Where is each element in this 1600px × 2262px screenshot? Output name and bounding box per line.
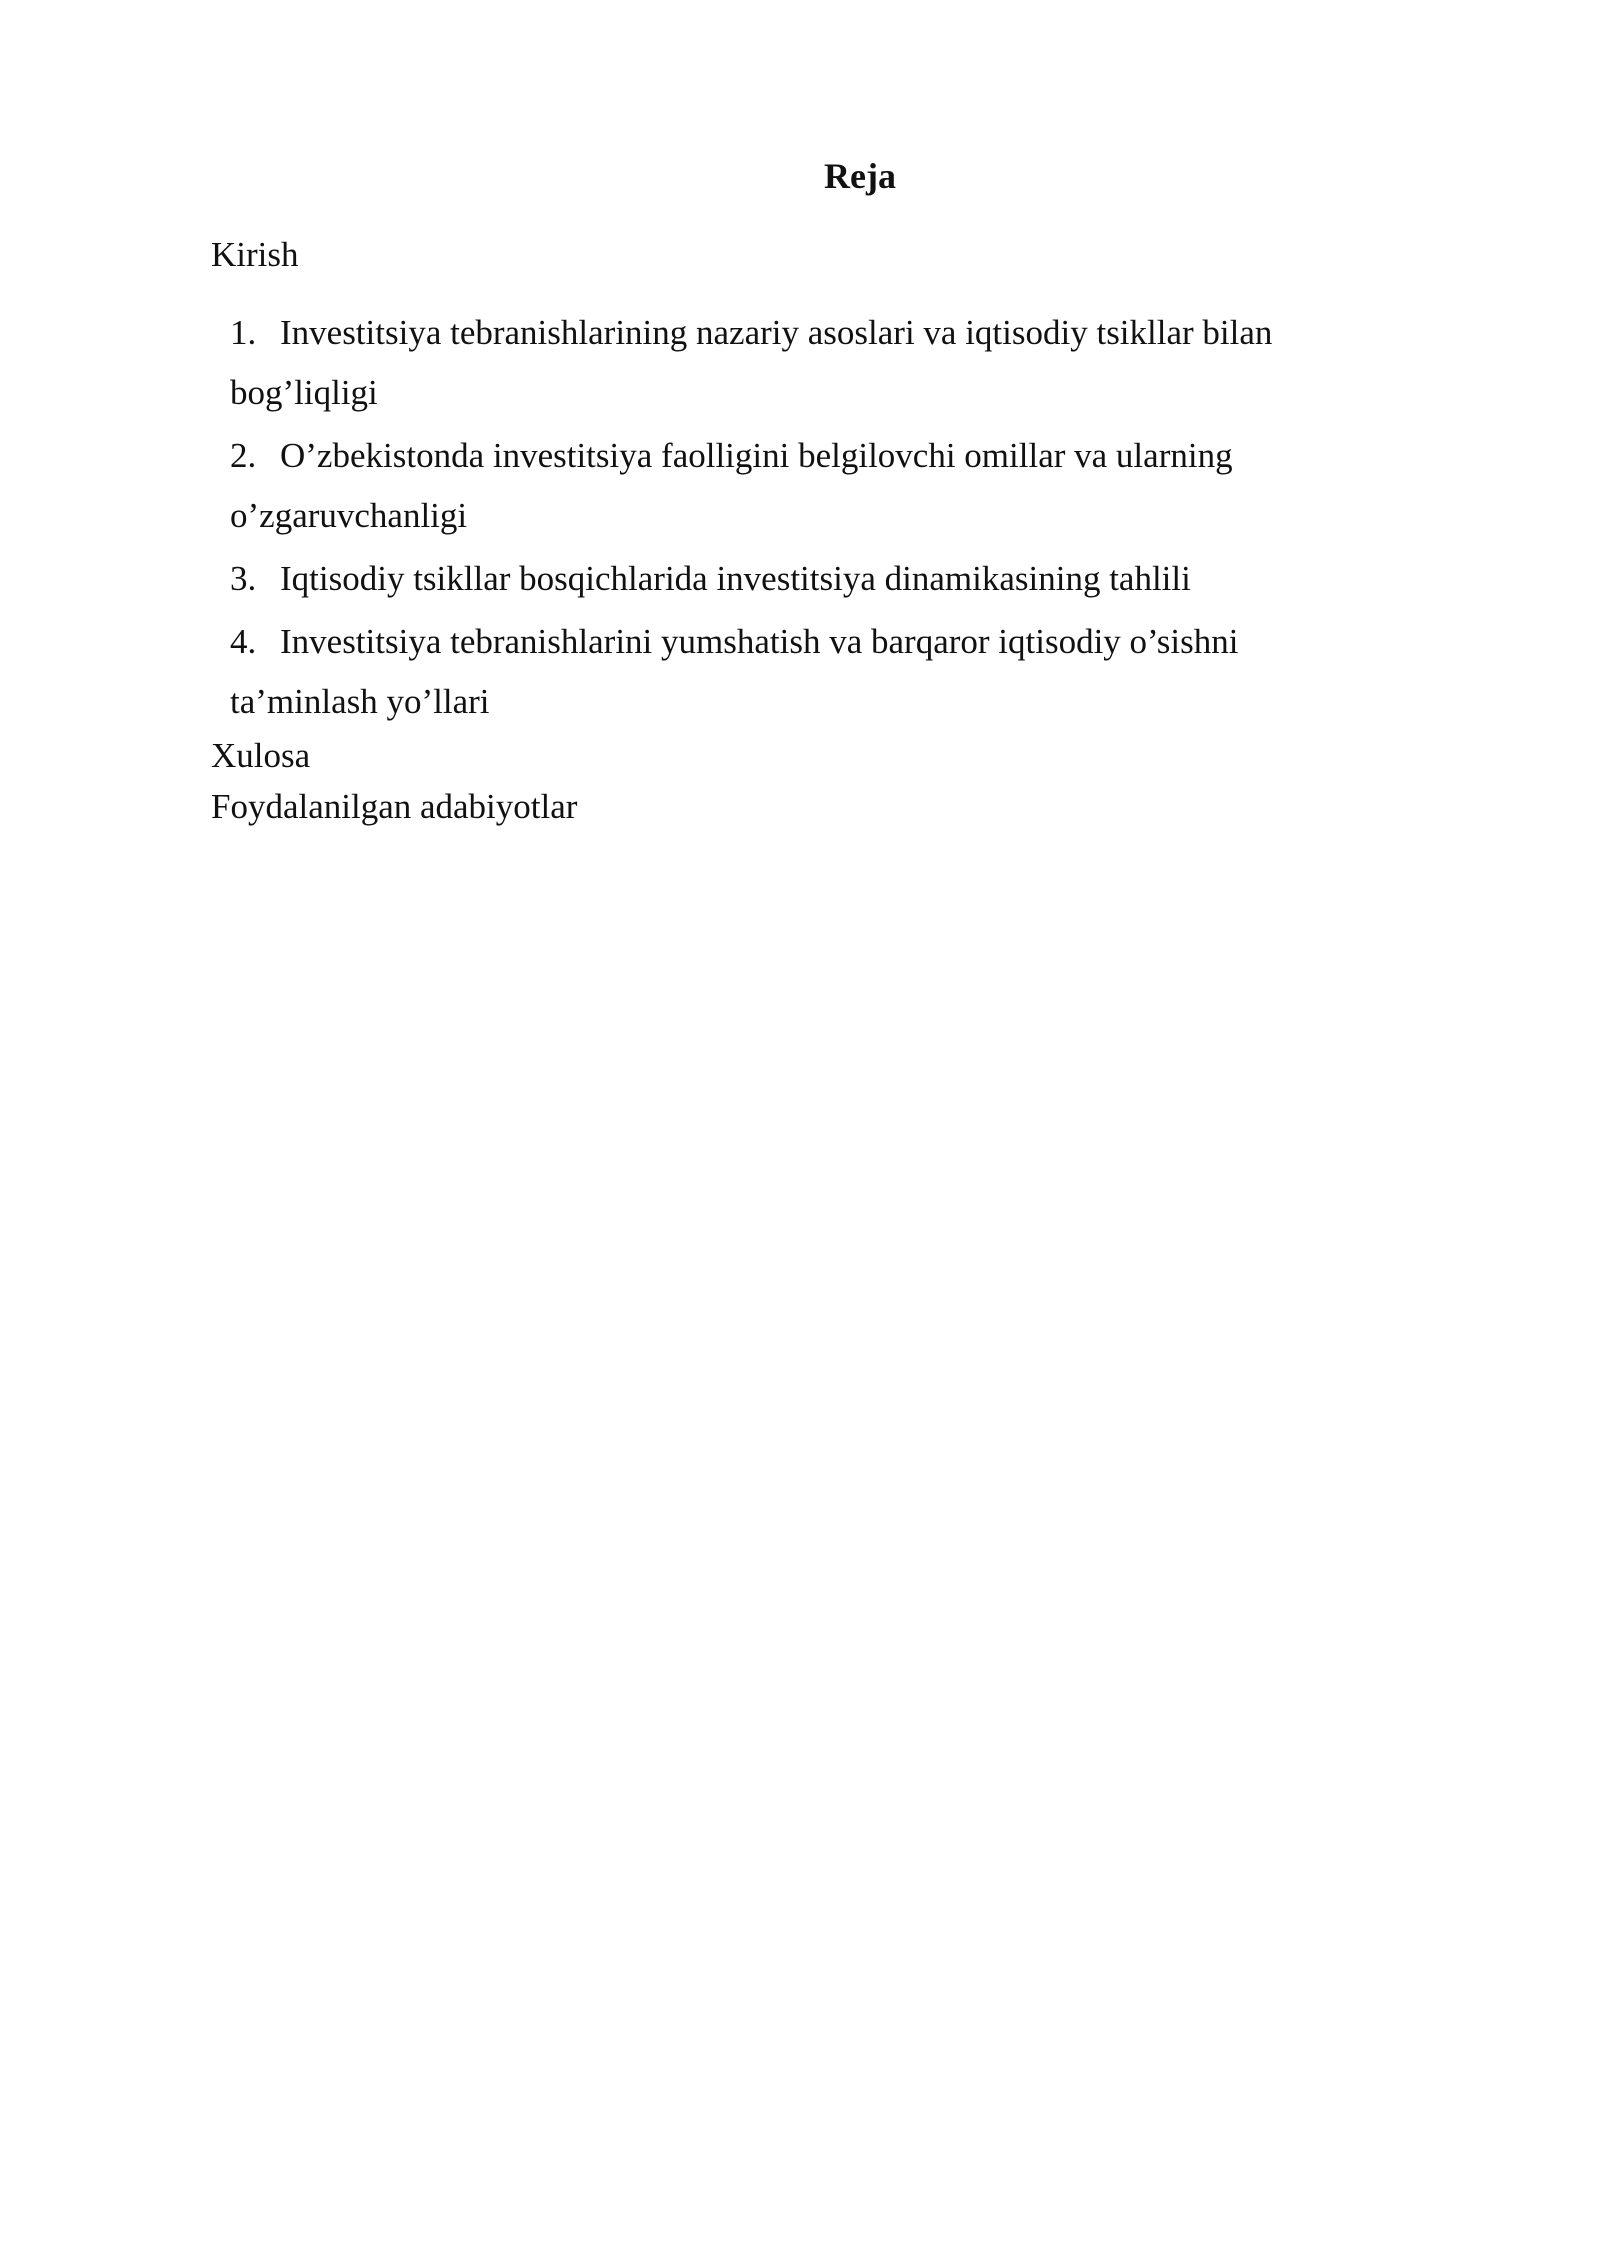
references-heading: Foydalanilgan adabiyotlar [211,787,578,826]
plan-item-text: Iqtisodiy tsikllar bosqichlarida investitsiya dinamikasining tahlili [280,559,1191,598]
plan-item-first-line [230,426,1370,486]
conclusion-heading: Xulosa [211,736,311,775]
plan-item-number: 4. [230,622,257,661]
plan-item-3 [230,549,1370,609]
plan-item-2 [230,426,1370,546]
plan-item-first-line [230,612,1370,672]
plan-item-first-line [230,549,1370,609]
plan-item-number: 3. [230,559,257,598]
plan-item-continuation: ta’minlash yo’llari [230,682,490,721]
plan-item-continuation: bog’liqligi [230,373,378,412]
plan-item-number: 1. [230,313,257,352]
plan-item-number: 2. [230,436,257,475]
plan-item-text: Investitsiya tebranishlarining nazariy asoslari va iqtisodiy tsikllar bilan [280,313,1273,352]
intro-heading: Kirish [211,235,299,274]
plan-item-first-line [230,303,1370,363]
plan-item-text: O’zbekistonda investitsiya faolligini belgilovchi omillar va ularning [280,436,1233,475]
page-title: Reja [824,156,896,196]
plan-item-4 [230,612,1370,732]
plan-list [230,303,1370,732]
plan-item-1 [230,303,1370,423]
plan-item-text: Investitsiya tebranishlarini yumshatish va barqaror iqtisodiy o’sishni [280,622,1239,661]
plan-item-continuation: o’zgaruvchanligi [230,496,468,535]
